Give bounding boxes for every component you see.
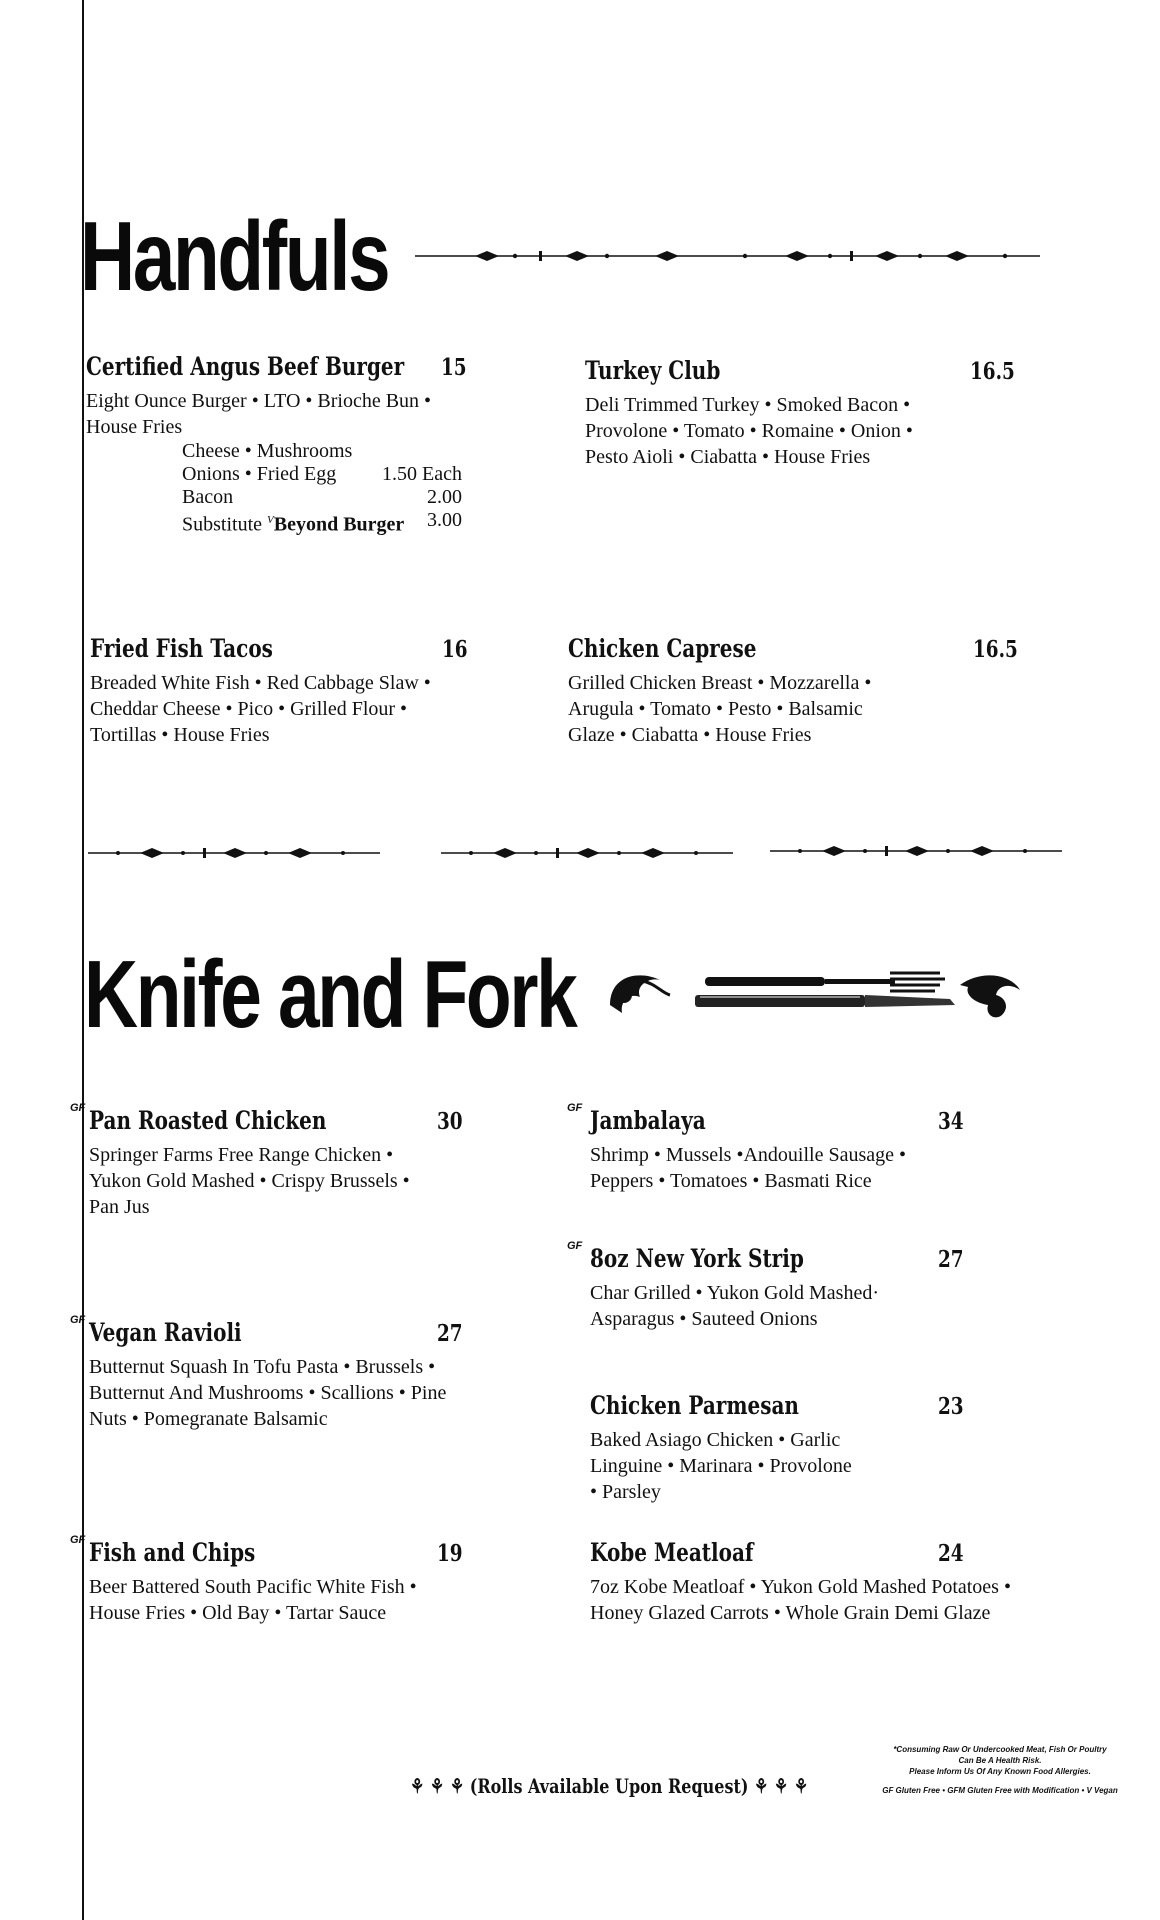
menu-item-turkey-club bbox=[585, 356, 1015, 470]
item-price: 24 bbox=[938, 1540, 964, 1567]
divider-ornament bbox=[770, 841, 1062, 861]
item-description: Grilled Chicken Breast • Mozzarella • Arugula • Tomato • Pesto • Balsamic Glaze • Ciabatta • House Fries bbox=[568, 672, 872, 746]
menu-item-fish-tacos bbox=[90, 634, 480, 748]
gf-mark: GF bbox=[567, 1102, 583, 1114]
addon-row bbox=[182, 440, 462, 463]
addon-highlight: Beyond Burger bbox=[273, 513, 405, 536]
item-name: Chicken Parmesan bbox=[590, 1391, 799, 1420]
addon-label: Cheese • Mushrooms bbox=[182, 440, 353, 462]
item-price: 34 bbox=[938, 1108, 964, 1135]
addon-price: 1.50 Each bbox=[382, 463, 462, 485]
item-name: Chicken Caprese bbox=[568, 634, 757, 663]
menu-item-chicken-parmesan bbox=[590, 1391, 970, 1505]
item-name: Certified Angus Beef Burger bbox=[86, 352, 405, 381]
item-name: Kobe Meatloaf bbox=[590, 1538, 754, 1567]
item-price: 30 bbox=[437, 1108, 463, 1135]
item-price: 16.5 bbox=[973, 636, 1018, 663]
addon-row bbox=[182, 463, 462, 486]
item-description: Deli Trimmed Turkey • Smoked Bacon • Provolone • Tomato • Romaine • Onion • Pesto Aioli • Ciabatta • House Fries bbox=[585, 394, 913, 468]
item-name: Turkey Club bbox=[585, 356, 721, 385]
addon-label: Onions • Fried Egg bbox=[182, 463, 337, 485]
rolls-note: ⚘ ⚘ ⚘ (Rolls Available Upon Request) ⚘ ⚘ ⚘ bbox=[410, 1774, 809, 1798]
gf-mark: GF bbox=[70, 1314, 86, 1326]
addon-label: Substitute bbox=[182, 513, 263, 536]
vegan-mark: V bbox=[267, 514, 274, 526]
menu-item-kobe-meatloaf bbox=[590, 1538, 1060, 1626]
addon-label: Bacon bbox=[182, 486, 234, 508]
menu-item-fish-and-chips bbox=[89, 1538, 489, 1626]
addon-row bbox=[182, 486, 462, 509]
item-description: Breaded White Fish • Red Cabbage Slaw • Cheddar Cheese • Pico • Grilled Flour • Tortillas • House Fries bbox=[90, 672, 431, 746]
item-price: 16 bbox=[442, 636, 468, 663]
menu-item-ny-strip bbox=[590, 1244, 970, 1332]
item-description: Char Grilled • Yukon Gold Mashed· Asparagus • Sauteed Onions bbox=[590, 1282, 879, 1330]
addon-row bbox=[182, 509, 462, 536]
addons-list bbox=[182, 440, 462, 536]
disclaimer-line: Please Inform Us Of Any Known Food Allergies. bbox=[909, 1767, 1091, 1776]
menu-item-chicken-caprese bbox=[568, 634, 1018, 748]
dietary-legend: GF Gluten Free • GFM Gluten Free with Modification • V Vegan bbox=[882, 1786, 1118, 1795]
item-name: 8oz New York Strip bbox=[590, 1244, 804, 1273]
divider-ornament bbox=[88, 843, 380, 863]
item-name: Fried Fish Tacos bbox=[90, 634, 273, 663]
menu-item-jambalaya bbox=[590, 1106, 970, 1194]
item-price: 15 bbox=[441, 354, 467, 381]
gf-mark: GF bbox=[70, 1534, 86, 1546]
item-description: Beer Battered South Pacific White Fish • House Fries • Old Bay • Tartar Sauce bbox=[89, 1576, 417, 1624]
item-name: Vegan Ravioli bbox=[89, 1318, 242, 1347]
divider-ornament bbox=[415, 246, 1040, 266]
allergy-disclaimer bbox=[860, 1744, 1140, 1796]
addon-price: 3.00 bbox=[427, 509, 462, 531]
item-price: 16.5 bbox=[970, 358, 1015, 385]
item-price: 27 bbox=[938, 1246, 964, 1273]
section-title-knife-and-fork: Knife and Fork bbox=[84, 941, 576, 1048]
gf-mark: GF bbox=[70, 1102, 86, 1114]
gf-mark: GF bbox=[567, 1240, 583, 1252]
item-price: 27 bbox=[437, 1320, 463, 1347]
addon-price: 2.00 bbox=[427, 486, 462, 508]
menu-item-vegan-ravioli bbox=[89, 1318, 489, 1432]
item-name: Fish and Chips bbox=[89, 1538, 256, 1567]
menu-item-pan-roasted-chicken bbox=[89, 1106, 469, 1220]
section-title-handfuls: Handfuls bbox=[80, 201, 389, 311]
item-description: Shrimp • Mussels •Andouille Sausage • Peppers • Tomatoes • Basmati Rice bbox=[590, 1144, 906, 1192]
divider-ornament bbox=[441, 843, 733, 863]
item-price: 19 bbox=[437, 1540, 463, 1567]
knife-fork-icon bbox=[600, 955, 1030, 1025]
disclaimer-line: *Consuming Raw Or Undercooked Meat, Fish Or Poultry bbox=[893, 1745, 1107, 1754]
item-price: 23 bbox=[938, 1393, 964, 1420]
item-description: Baked Asiago Chicken • Garlic Linguine • Marinara • Provolone • Parsley bbox=[590, 1429, 852, 1503]
menu-item-burger bbox=[86, 352, 467, 536]
item-description: 7oz Kobe Meatloaf • Yukon Gold Mashed Potatoes • Honey Glazed Carrots • Whole Grain Demi Glaze bbox=[590, 1576, 1011, 1624]
disclaimer-line: Can Be A Health Risk. bbox=[958, 1756, 1042, 1765]
item-description: Eight Ounce Burger • LTO • Brioche Bun • House Fries bbox=[86, 390, 432, 438]
item-name: Pan Roasted Chicken bbox=[89, 1106, 327, 1135]
item-description: Butternut Squash In Tofu Pasta • Brussels • Butternut And Mushrooms • Scallions • Pine Nuts • Pomegranate Balsamic bbox=[89, 1356, 447, 1430]
item-description: Springer Farms Free Range Chicken • Yukon Gold Mashed • Crispy Brussels • Pan Jus bbox=[89, 1144, 410, 1218]
item-name: Jambalaya bbox=[590, 1106, 706, 1135]
